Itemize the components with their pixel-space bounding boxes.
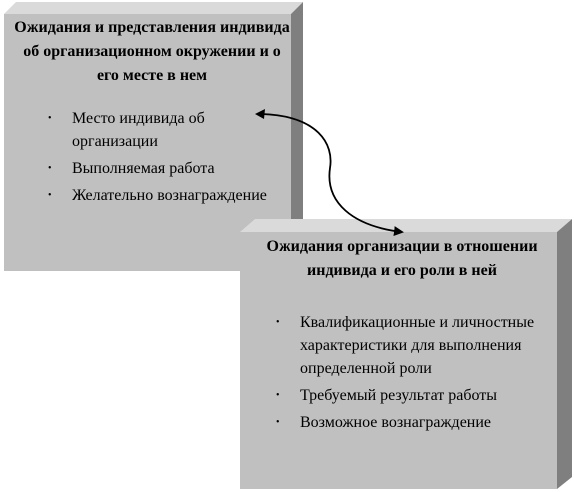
box2	[244, 235, 560, 438]
box2-top-face	[240, 219, 572, 232]
bullet-icon: •	[48, 113, 52, 124]
box2-item-label: Квалификационные и личностные характеристики для выполнения определенной роли	[300, 314, 535, 377]
box2-item-label: Возможное вознаграждение	[300, 414, 492, 431]
box2-list-item	[244, 411, 560, 434]
box1-list-item	[14, 107, 290, 153]
bullet-icon: •	[48, 190, 52, 201]
box1-list-item	[14, 157, 290, 180]
box1-list-item	[14, 184, 290, 207]
box1-title: Ожидания и представления индивида об организационном окружении и о его месте в нем	[14, 19, 290, 84]
bullet-icon: •	[48, 163, 52, 174]
box2-list	[244, 311, 560, 434]
bullet-icon: •	[276, 417, 280, 428]
box1-list	[14, 107, 290, 207]
box2-list-item	[244, 384, 560, 407]
box1-top-face	[4, 2, 303, 14]
box1-item-label: Желательно вознаграждение	[72, 187, 267, 204]
box2-title: Ожидания организации в отношении индивида и его роли в ней	[266, 238, 538, 279]
box1-item-label: Выполняемая работа	[72, 160, 215, 177]
box1	[14, 16, 290, 211]
bullet-icon: •	[276, 390, 280, 401]
bullet-icon: •	[276, 317, 280, 328]
box2-list-item	[244, 311, 560, 380]
box1-item-label: Место индивида об организации	[72, 110, 205, 150]
box2-item-label: Требуемый результат работы	[300, 387, 498, 404]
